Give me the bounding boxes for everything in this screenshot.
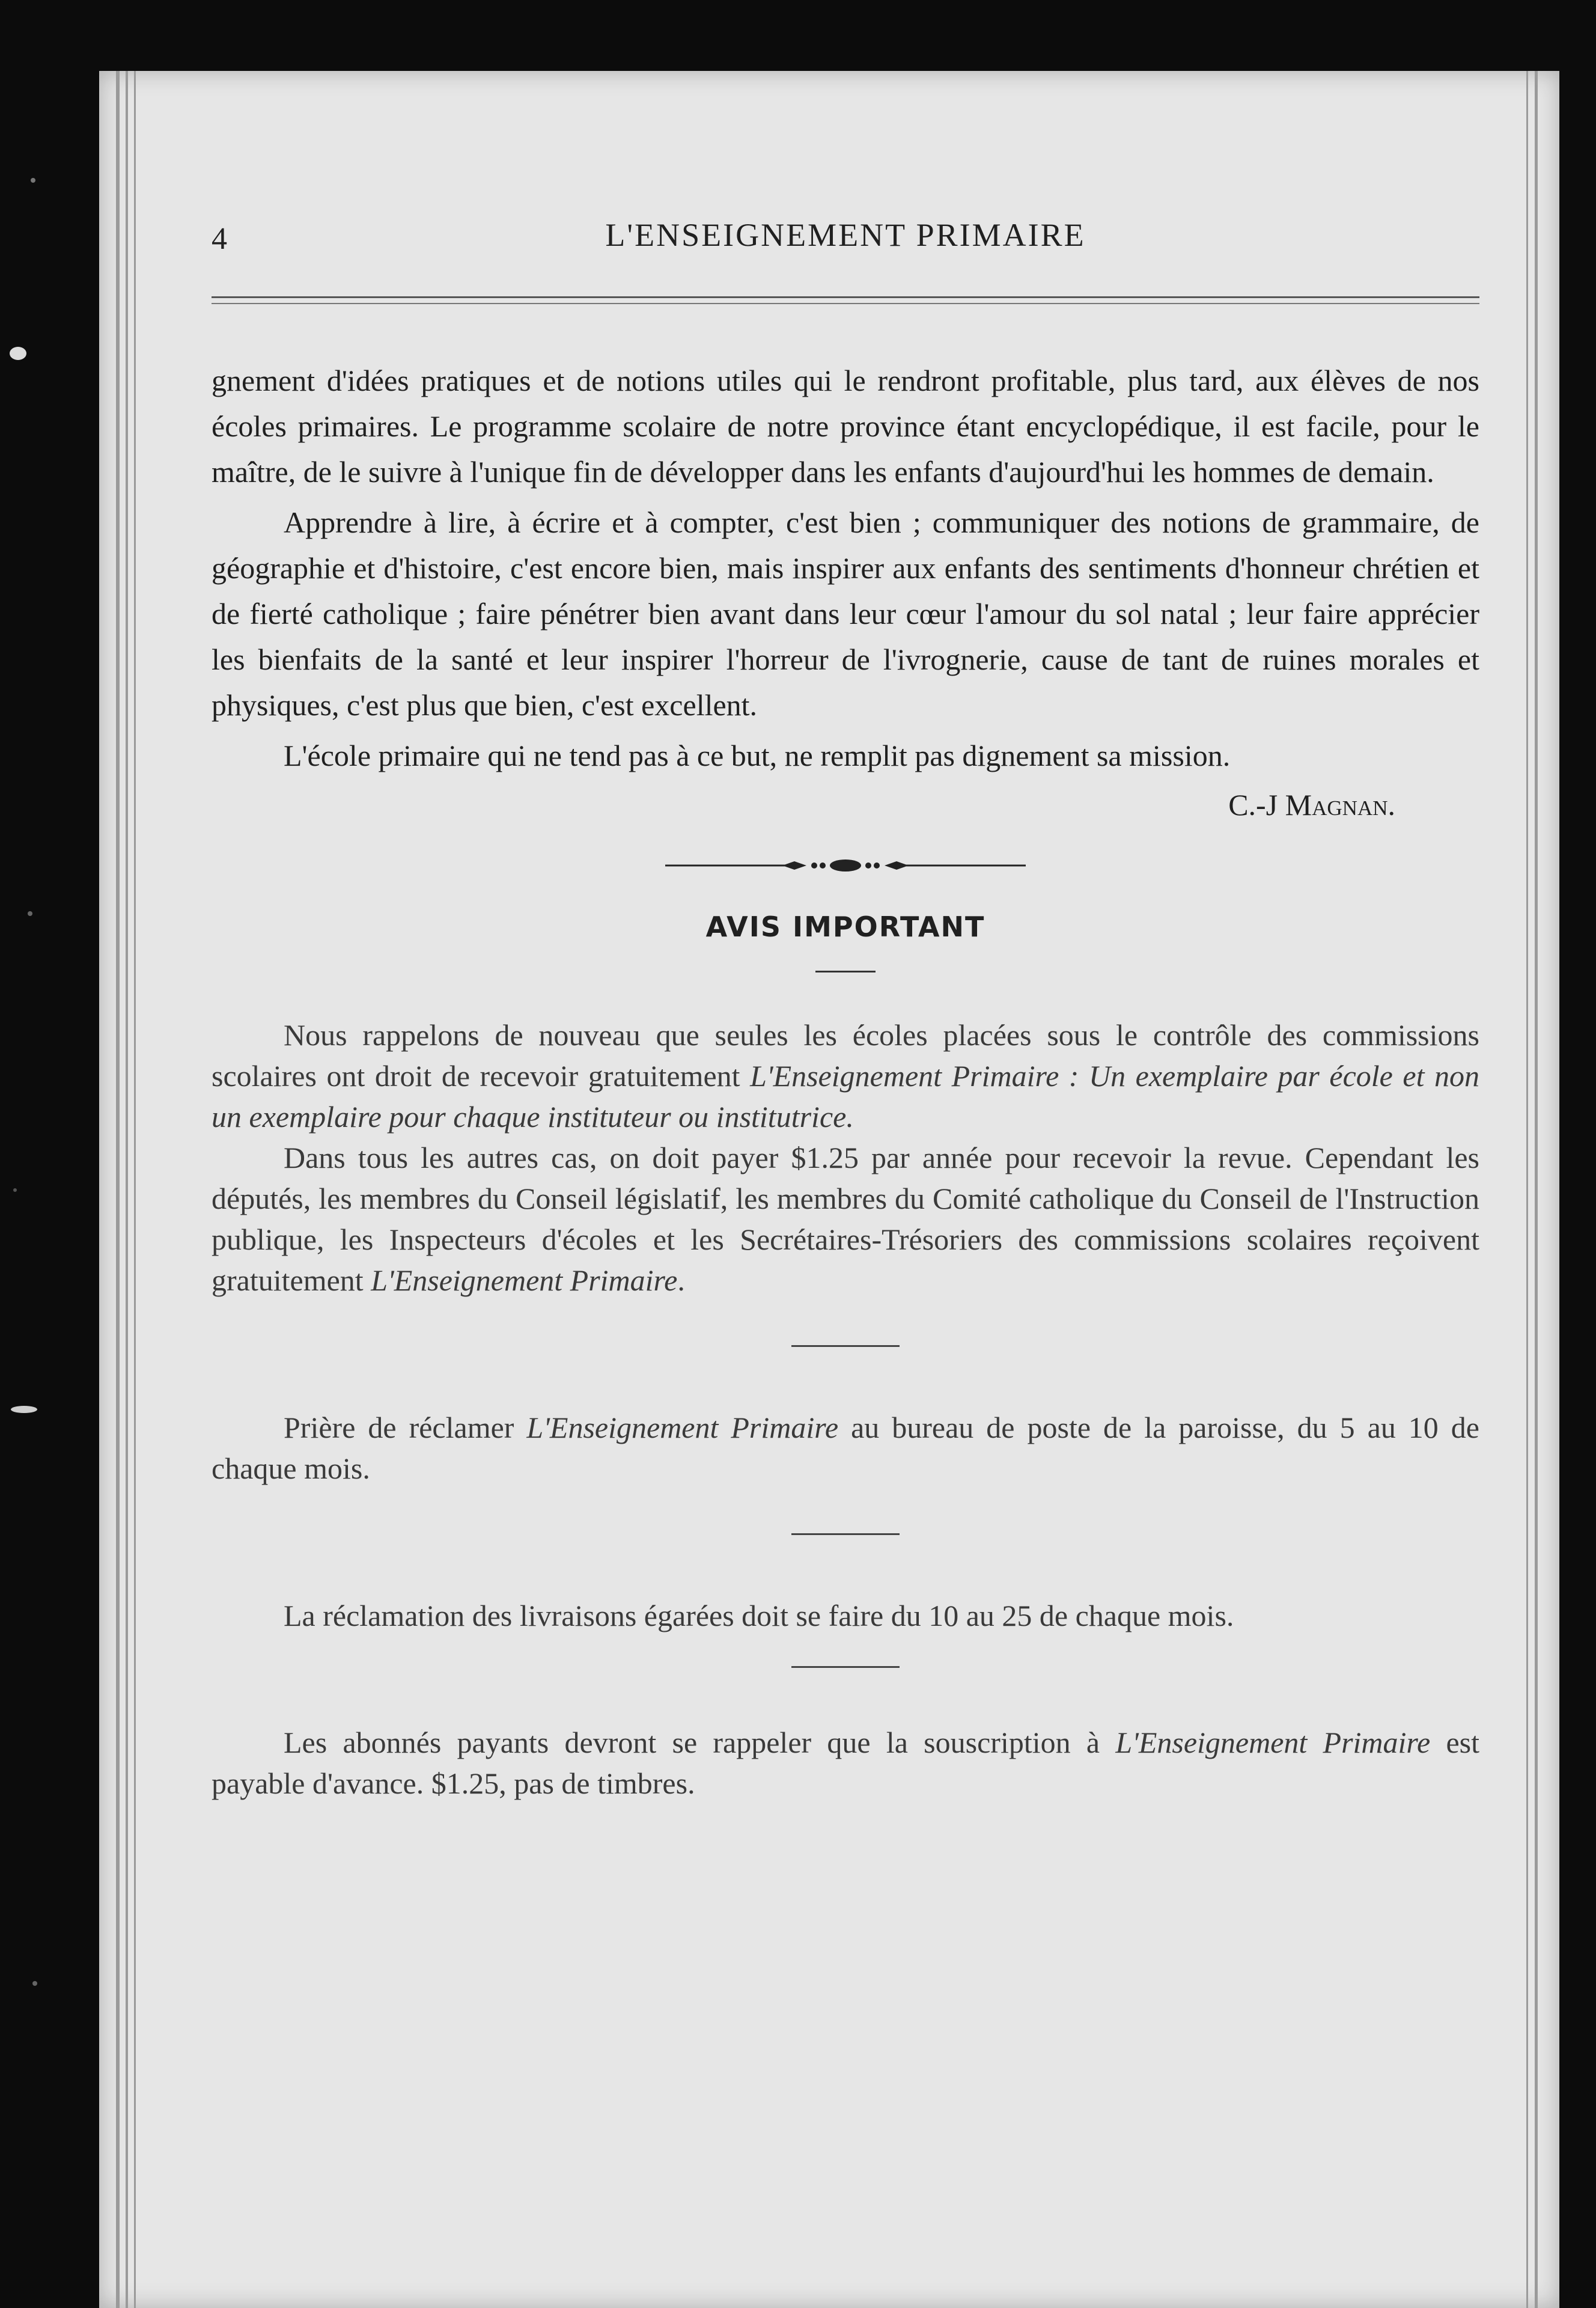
notice-paragraph: Prière de réclamer L'Enseignement Primaire au bureau de poste de la paroisse, du 5 au 10 de chaque mois. xyxy=(212,1411,1479,1485)
film-margin-specks xyxy=(0,0,102,2308)
page-number: 4 xyxy=(212,222,227,256)
notice-paragraph: Les abonnés payants devront se rappeler que la souscription à L'Enseignement Primaire est payable d'avance. $1.25, pas de timbres. xyxy=(212,1726,1480,1800)
heading-rule xyxy=(815,971,876,972)
section-divider xyxy=(791,1533,900,1535)
notice-paragraph: Nous rappelons de nouveau que seules les écoles placées sous le contrôle des commissions scolaires ont droit de recevoir gratuitement L'Enseignement Primaire : Un exemplaire par école et non un exemplaire pour chaque instituteur ou institutrice. xyxy=(212,1018,1480,1134)
notice-paragraph: Dans tous les autres cas, on doit payer $1.25 par année pour recevoir la revue. Cependant les députés, les membres du Conseil législatif, les membres du Comité catholique du Conseil de l'Instruction publique, les Inspecteurs d'écoles et les Secrétaires-Trésoriers des commissions scolaires reçoivent gratuitement L'Enseignement Primaire. xyxy=(212,1141,1479,1297)
notice-paragraph: La réclamation des livraisons égarées doit se faire du 10 au 25 de chaque mois. xyxy=(284,1599,1234,1632)
article-paragraph: gnement d'idées pratiques et de notions utiles qui le rendront profitable, plus tard, aux élèves de nos écoles primaires. Le programme scolaire de notre province étant encyclopédique, il est facile, pour le maître, de le suivre à l'unique fin de développer dans les enfants d'aujourd'hui les hommes de demain. xyxy=(212,364,1479,489)
header-rule xyxy=(212,296,1479,304)
article-paragraph: Apprendre à lire, à écrire et à compter, c'est bien ; communiquer des notions de grammaire, de géographie et d'histoire, c'est encore bien, mais inspirer aux enfants des sentiments d'honneur chrétien et de fierté catholique ; faire pénétrer bien avant dans leur cœur l'amour du sol natal ; leur faire apprécier les bienfaits de la santé et leur inspirer l'horreur de l'ivrognerie, cause de tant de ruines morales et physiques, c'est plus que bien, c'est excellent. xyxy=(212,505,1479,722)
signature-name: Magnan. xyxy=(1285,788,1395,822)
notice-section xyxy=(212,1015,1479,1804)
page-edge-line xyxy=(116,71,120,2308)
ornament-divider xyxy=(212,856,1479,875)
article-body xyxy=(212,358,1479,1804)
page-edge-line xyxy=(1535,71,1538,2308)
page-edge-line xyxy=(134,71,136,2308)
signature-initials: C.-J xyxy=(1228,788,1278,822)
section-divider xyxy=(791,1666,900,1668)
section-divider xyxy=(791,1345,900,1347)
signature xyxy=(212,782,1395,828)
notice-heading: AVIS IMPORTANT xyxy=(705,911,985,943)
page-edge-line xyxy=(126,71,128,2308)
article-paragraph: L'école primaire qui ne tend pas à ce but, ne remplit pas dignement sa mission. xyxy=(284,739,1231,772)
page-edge-line xyxy=(1526,71,1528,2308)
running-title: L'ENSEIGNEMENT PRIMAIRE xyxy=(605,217,1086,253)
